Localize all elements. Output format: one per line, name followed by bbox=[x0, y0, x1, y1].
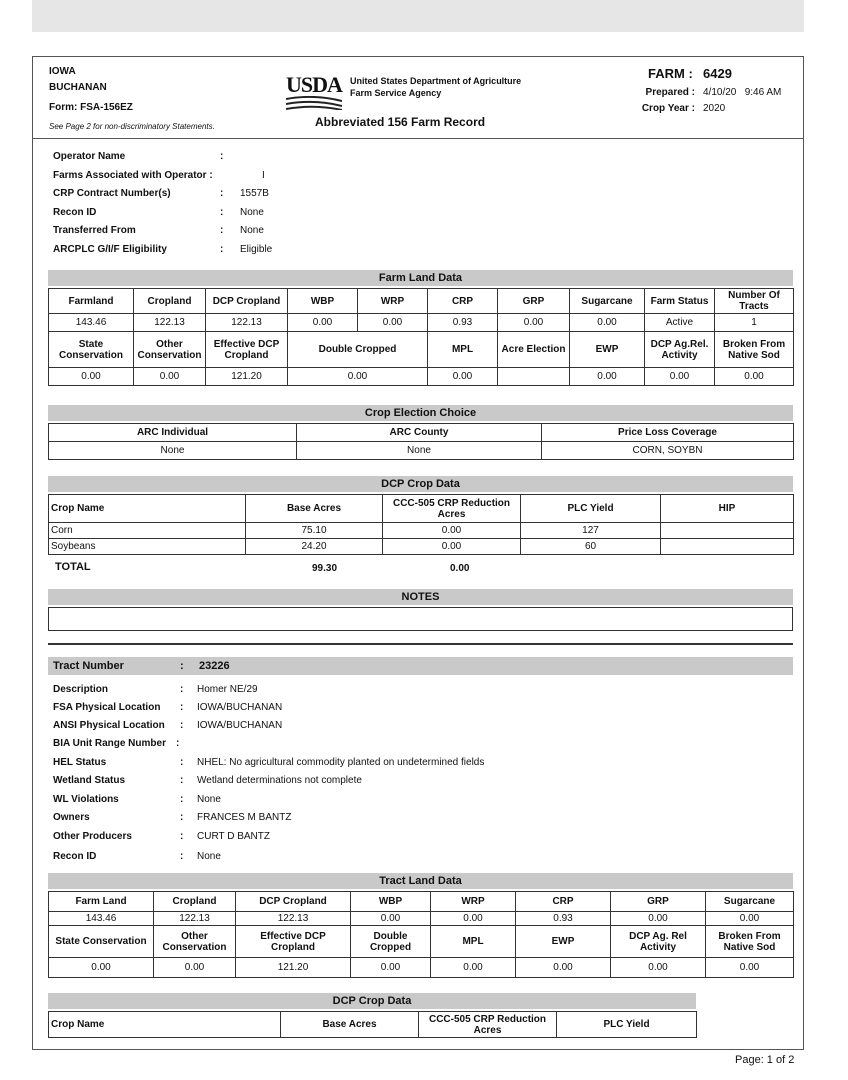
farm-land-header-row-2 bbox=[49, 332, 794, 368]
dcp-crop-header-row bbox=[49, 495, 794, 523]
prepared-value: 4/10/20 9:46 AM bbox=[703, 87, 782, 98]
table-header: CCC-505 CRP Reduction Acres bbox=[419, 1012, 557, 1038]
table-cell: 143.46 bbox=[49, 314, 134, 332]
hel-status-value: NHEL: No agricultural commodity planted on undetermined fields bbox=[197, 757, 485, 768]
table-header: State Conservation bbox=[49, 332, 134, 368]
wetland-status-value: Wetland determinations not complete bbox=[197, 775, 362, 786]
table-header: Base Acres bbox=[246, 495, 383, 523]
table-cell: 0.00 bbox=[49, 958, 154, 978]
fsa-location-label: FSA Physical Location bbox=[53, 702, 161, 713]
table-header: DCP Cropland bbox=[206, 289, 288, 314]
crp-contract-label: CRP Contract Number(s) bbox=[53, 188, 171, 199]
tract-number-bar bbox=[48, 657, 793, 675]
table-header: Crop Name bbox=[49, 495, 246, 523]
table-header: Farm Status bbox=[645, 289, 715, 314]
tract-number-value: 23226 bbox=[199, 660, 230, 672]
table-header: Cropland bbox=[154, 892, 236, 912]
tract-recon-id-value: None bbox=[197, 851, 221, 862]
farms-associated-value: I bbox=[262, 170, 265, 181]
table-cell: 121.20 bbox=[236, 958, 351, 978]
non-discrimination-note: See Page 2 for non-discriminatory Statements. bbox=[49, 122, 215, 131]
table-cell: 0.00 bbox=[611, 912, 706, 926]
table-cell: 122.13 bbox=[154, 912, 236, 926]
transferred-from-value: None bbox=[240, 225, 264, 236]
owners-label: Owners bbox=[53, 812, 90, 823]
table-header: DCP Cropland bbox=[236, 892, 351, 912]
table-header: DCP Ag.Rel. Activity bbox=[645, 332, 715, 368]
table-cell bbox=[498, 368, 570, 386]
crop-election-title: Crop Election Choice bbox=[48, 405, 793, 421]
table-header: Double Cropped bbox=[288, 332, 428, 368]
table-header: DCP Ag. Rel Activity bbox=[611, 926, 706, 958]
table-cell: 0.00 bbox=[383, 539, 521, 555]
table-cell: 0.00 bbox=[570, 368, 645, 386]
table-header: State Conservation bbox=[49, 926, 154, 958]
table-cell bbox=[661, 539, 794, 555]
table-cell: CORN, SOYBN bbox=[542, 442, 794, 460]
table-cell: 122.13 bbox=[236, 912, 351, 926]
table-header: Other Conservation bbox=[154, 926, 236, 958]
table-cell: Active bbox=[645, 314, 715, 332]
arcplc-eligibility-label: ARCPLC G/I/F Eligibility bbox=[53, 244, 167, 255]
colon: : bbox=[180, 851, 184, 862]
tract-land-table bbox=[48, 891, 794, 978]
table-header: CRP bbox=[428, 289, 498, 314]
table-header: GRP bbox=[498, 289, 570, 314]
table-cell: 0.00 bbox=[431, 912, 516, 926]
table-cell: 0.00 bbox=[516, 958, 611, 978]
crop-election-value-row bbox=[49, 442, 794, 460]
table-cell: 0.00 bbox=[49, 368, 134, 386]
hel-status-label: HEL Status bbox=[53, 757, 107, 768]
fsa-location-value: IOWA/BUCHANAN bbox=[197, 702, 283, 713]
colon: : bbox=[180, 812, 184, 823]
table-header: WRP bbox=[431, 892, 516, 912]
table-header: ARC Individual bbox=[49, 424, 297, 442]
table-header: WBP bbox=[351, 892, 431, 912]
colon: : bbox=[220, 225, 224, 236]
table-cell: 0.00 bbox=[706, 958, 794, 978]
farm-land-value-row-1 bbox=[49, 314, 794, 332]
transferred-from-label: Transferred From bbox=[53, 225, 136, 236]
colon: : bbox=[180, 775, 184, 786]
usda-logo bbox=[286, 74, 342, 110]
colon: : bbox=[220, 244, 224, 255]
other-producers-label: Other Producers bbox=[53, 831, 132, 842]
notes-title: NOTES bbox=[48, 589, 793, 605]
table-header: Crop Name bbox=[49, 1012, 281, 1038]
table-cell: 122.13 bbox=[134, 314, 206, 332]
crop-year-value: 2020 bbox=[703, 103, 726, 114]
farm-land-table bbox=[48, 288, 794, 386]
colon: : bbox=[180, 702, 184, 713]
table-cell: 0.93 bbox=[428, 314, 498, 332]
table-cell: Corn bbox=[49, 523, 246, 539]
table-header: EWP bbox=[570, 332, 645, 368]
farm-label: FARM : bbox=[648, 66, 693, 81]
document-title: Abbreviated 156 Farm Record bbox=[315, 115, 486, 129]
tract-recon-id-label: Recon ID bbox=[53, 851, 97, 862]
tract-land-value-row-2 bbox=[49, 958, 794, 978]
tract-dcp-header-row bbox=[49, 1012, 697, 1038]
ansi-location-value: IOWA/BUCHANAN bbox=[197, 720, 283, 731]
county-name: BUCHANAN bbox=[49, 82, 107, 93]
crop-election-header-row bbox=[49, 424, 794, 442]
table-header: Cropland bbox=[134, 289, 206, 314]
colon: : bbox=[220, 188, 224, 199]
tract-description-value: Homer NE/29 bbox=[197, 684, 258, 695]
other-producers-value: CURT D BANTZ bbox=[197, 831, 270, 842]
farm-land-value-row-2 bbox=[49, 368, 794, 386]
table-header: Sugarcane bbox=[570, 289, 645, 314]
table-cell: 0.00 bbox=[288, 314, 358, 332]
agency-name: Farm Service Agency bbox=[350, 88, 442, 98]
tract-number-label: Tract Number bbox=[53, 660, 124, 672]
table-header: Effective DCP Cropland bbox=[206, 332, 288, 368]
table-cell: 0.00 bbox=[134, 368, 206, 386]
table-cell: 0.00 bbox=[498, 314, 570, 332]
table-cell: 122.13 bbox=[206, 314, 288, 332]
notes-box bbox=[48, 607, 793, 631]
dcp-crop-table bbox=[48, 494, 794, 555]
table-header: PLC Yield bbox=[557, 1012, 697, 1038]
table-header: Sugarcane bbox=[706, 892, 794, 912]
table-header: Double Cropped bbox=[351, 926, 431, 958]
ansi-location-label: ANSI Physical Location bbox=[53, 720, 165, 731]
table-header: EWP bbox=[516, 926, 611, 958]
table-header: Other Conservation bbox=[134, 332, 206, 368]
owners-value: FRANCES M BANTZ bbox=[197, 812, 292, 823]
colon: : bbox=[220, 207, 224, 218]
section-divider bbox=[48, 643, 793, 645]
table-header: CCC-505 CRP Reduction Acres bbox=[383, 495, 521, 523]
total-reduction-acres: 0.00 bbox=[450, 563, 470, 574]
table-header: Broken From Native Sod bbox=[706, 926, 794, 958]
colon: : bbox=[180, 794, 184, 805]
table-header: Farm Land bbox=[49, 892, 154, 912]
tract-land-value-row-1 bbox=[49, 912, 794, 926]
wl-violations-label: WL Violations bbox=[53, 794, 119, 805]
page-number: Page: 1 of 2 bbox=[735, 1054, 795, 1066]
tract-description-label: Description bbox=[53, 684, 109, 695]
table-cell: None bbox=[297, 442, 542, 460]
table-header: Farmland bbox=[49, 289, 134, 314]
crop-election-table bbox=[48, 423, 794, 460]
table-cell: 0.00 bbox=[428, 368, 498, 386]
scan-top-edge bbox=[32, 0, 804, 32]
colon: : bbox=[180, 757, 184, 768]
bia-unit-label: BIA Unit Range Number bbox=[53, 738, 166, 749]
farms-associated-label: Farms Associated with Operator : bbox=[53, 170, 213, 181]
table-cell: 24.20 bbox=[246, 539, 383, 555]
table-cell: 1 bbox=[715, 314, 794, 332]
farm-land-data-title: Farm Land Data bbox=[48, 270, 793, 286]
table-cell: 0.00 bbox=[611, 958, 706, 978]
total-label: TOTAL bbox=[55, 561, 91, 573]
colon: : bbox=[180, 660, 184, 672]
table-cell: 60 bbox=[521, 539, 661, 555]
tract-land-data-title: Tract Land Data bbox=[48, 873, 793, 889]
table-cell: 143.46 bbox=[49, 912, 154, 926]
table-header: Number Of Tracts bbox=[715, 289, 794, 314]
table-header: CRP bbox=[516, 892, 611, 912]
table-cell: Soybeans bbox=[49, 539, 246, 555]
table-header: Acre Election bbox=[498, 332, 570, 368]
table-cell: 0.00 bbox=[358, 314, 428, 332]
table-header: Base Acres bbox=[281, 1012, 419, 1038]
table-header: Broken From Native Sod bbox=[715, 332, 794, 368]
usda-logo-text: USDA bbox=[286, 72, 342, 97]
farm-land-header-row-1 bbox=[49, 289, 794, 314]
header-divider bbox=[32, 138, 804, 139]
wl-violations-value: None bbox=[197, 794, 221, 805]
crop-year-label: Crop Year : bbox=[641, 103, 695, 114]
table-cell: 0.00 bbox=[351, 958, 431, 978]
table-cell: 121.20 bbox=[206, 368, 288, 386]
table-cell: 0.00 bbox=[351, 912, 431, 926]
tract-dcp-crop-table bbox=[48, 1011, 697, 1038]
table-cell: 0.00 bbox=[715, 368, 794, 386]
table-header: PLC Yield bbox=[521, 495, 661, 523]
total-base-acres: 99.30 bbox=[312, 563, 338, 574]
table-header: GRP bbox=[611, 892, 706, 912]
table-header: Price Loss Coverage bbox=[542, 424, 794, 442]
dcp-crop-data-title: DCP Crop Data bbox=[48, 476, 793, 492]
table-header: WRP bbox=[358, 289, 428, 314]
table-header: MPL bbox=[428, 332, 498, 368]
table-cell: 0.93 bbox=[516, 912, 611, 926]
table-cell: 0.00 bbox=[383, 523, 521, 539]
table-header: WBP bbox=[288, 289, 358, 314]
colon: : bbox=[220, 151, 224, 162]
arcplc-eligibility-value: Eligible bbox=[240, 244, 273, 255]
table-header: MPL bbox=[431, 926, 516, 958]
table-row bbox=[49, 539, 794, 555]
state-name: IOWA bbox=[49, 66, 76, 77]
prepared-label: Prepared : bbox=[645, 87, 695, 98]
table-cell: None bbox=[49, 442, 297, 460]
farm-number: 6429 bbox=[703, 66, 732, 81]
table-cell: 0.00 bbox=[570, 314, 645, 332]
tract-land-header-row-2 bbox=[49, 926, 794, 958]
usda-logo-swoosh-icon bbox=[286, 96, 342, 110]
operator-name-label: Operator Name bbox=[53, 151, 126, 162]
colon: : bbox=[176, 738, 180, 749]
recon-id-value: None bbox=[240, 207, 264, 218]
tract-dcp-crop-data-title: DCP Crop Data bbox=[48, 993, 696, 1009]
colon: : bbox=[180, 831, 184, 842]
table-cell bbox=[661, 523, 794, 539]
wetland-status-label: Wetland Status bbox=[53, 775, 126, 786]
tract-land-header-row-1 bbox=[49, 892, 794, 912]
table-header: HIP bbox=[661, 495, 794, 523]
table-cell: 0.00 bbox=[431, 958, 516, 978]
crp-contract-value: 1557B bbox=[240, 188, 269, 199]
colon: : bbox=[180, 720, 184, 731]
table-cell: 0.00 bbox=[154, 958, 236, 978]
form-number: Form: FSA-156EZ bbox=[49, 102, 133, 113]
recon-id-label: Recon ID bbox=[53, 207, 97, 218]
agency-department: United States Department of Agriculture bbox=[350, 76, 522, 86]
colon: : bbox=[180, 684, 184, 695]
table-row bbox=[49, 523, 794, 539]
table-header: ARC County bbox=[297, 424, 542, 442]
table-cell: 75.10 bbox=[246, 523, 383, 539]
table-cell: 0.00 bbox=[288, 368, 428, 386]
table-cell: 0.00 bbox=[706, 912, 794, 926]
table-cell: 0.00 bbox=[645, 368, 715, 386]
table-header: Effective DCP Cropland bbox=[236, 926, 351, 958]
table-cell: 127 bbox=[521, 523, 661, 539]
